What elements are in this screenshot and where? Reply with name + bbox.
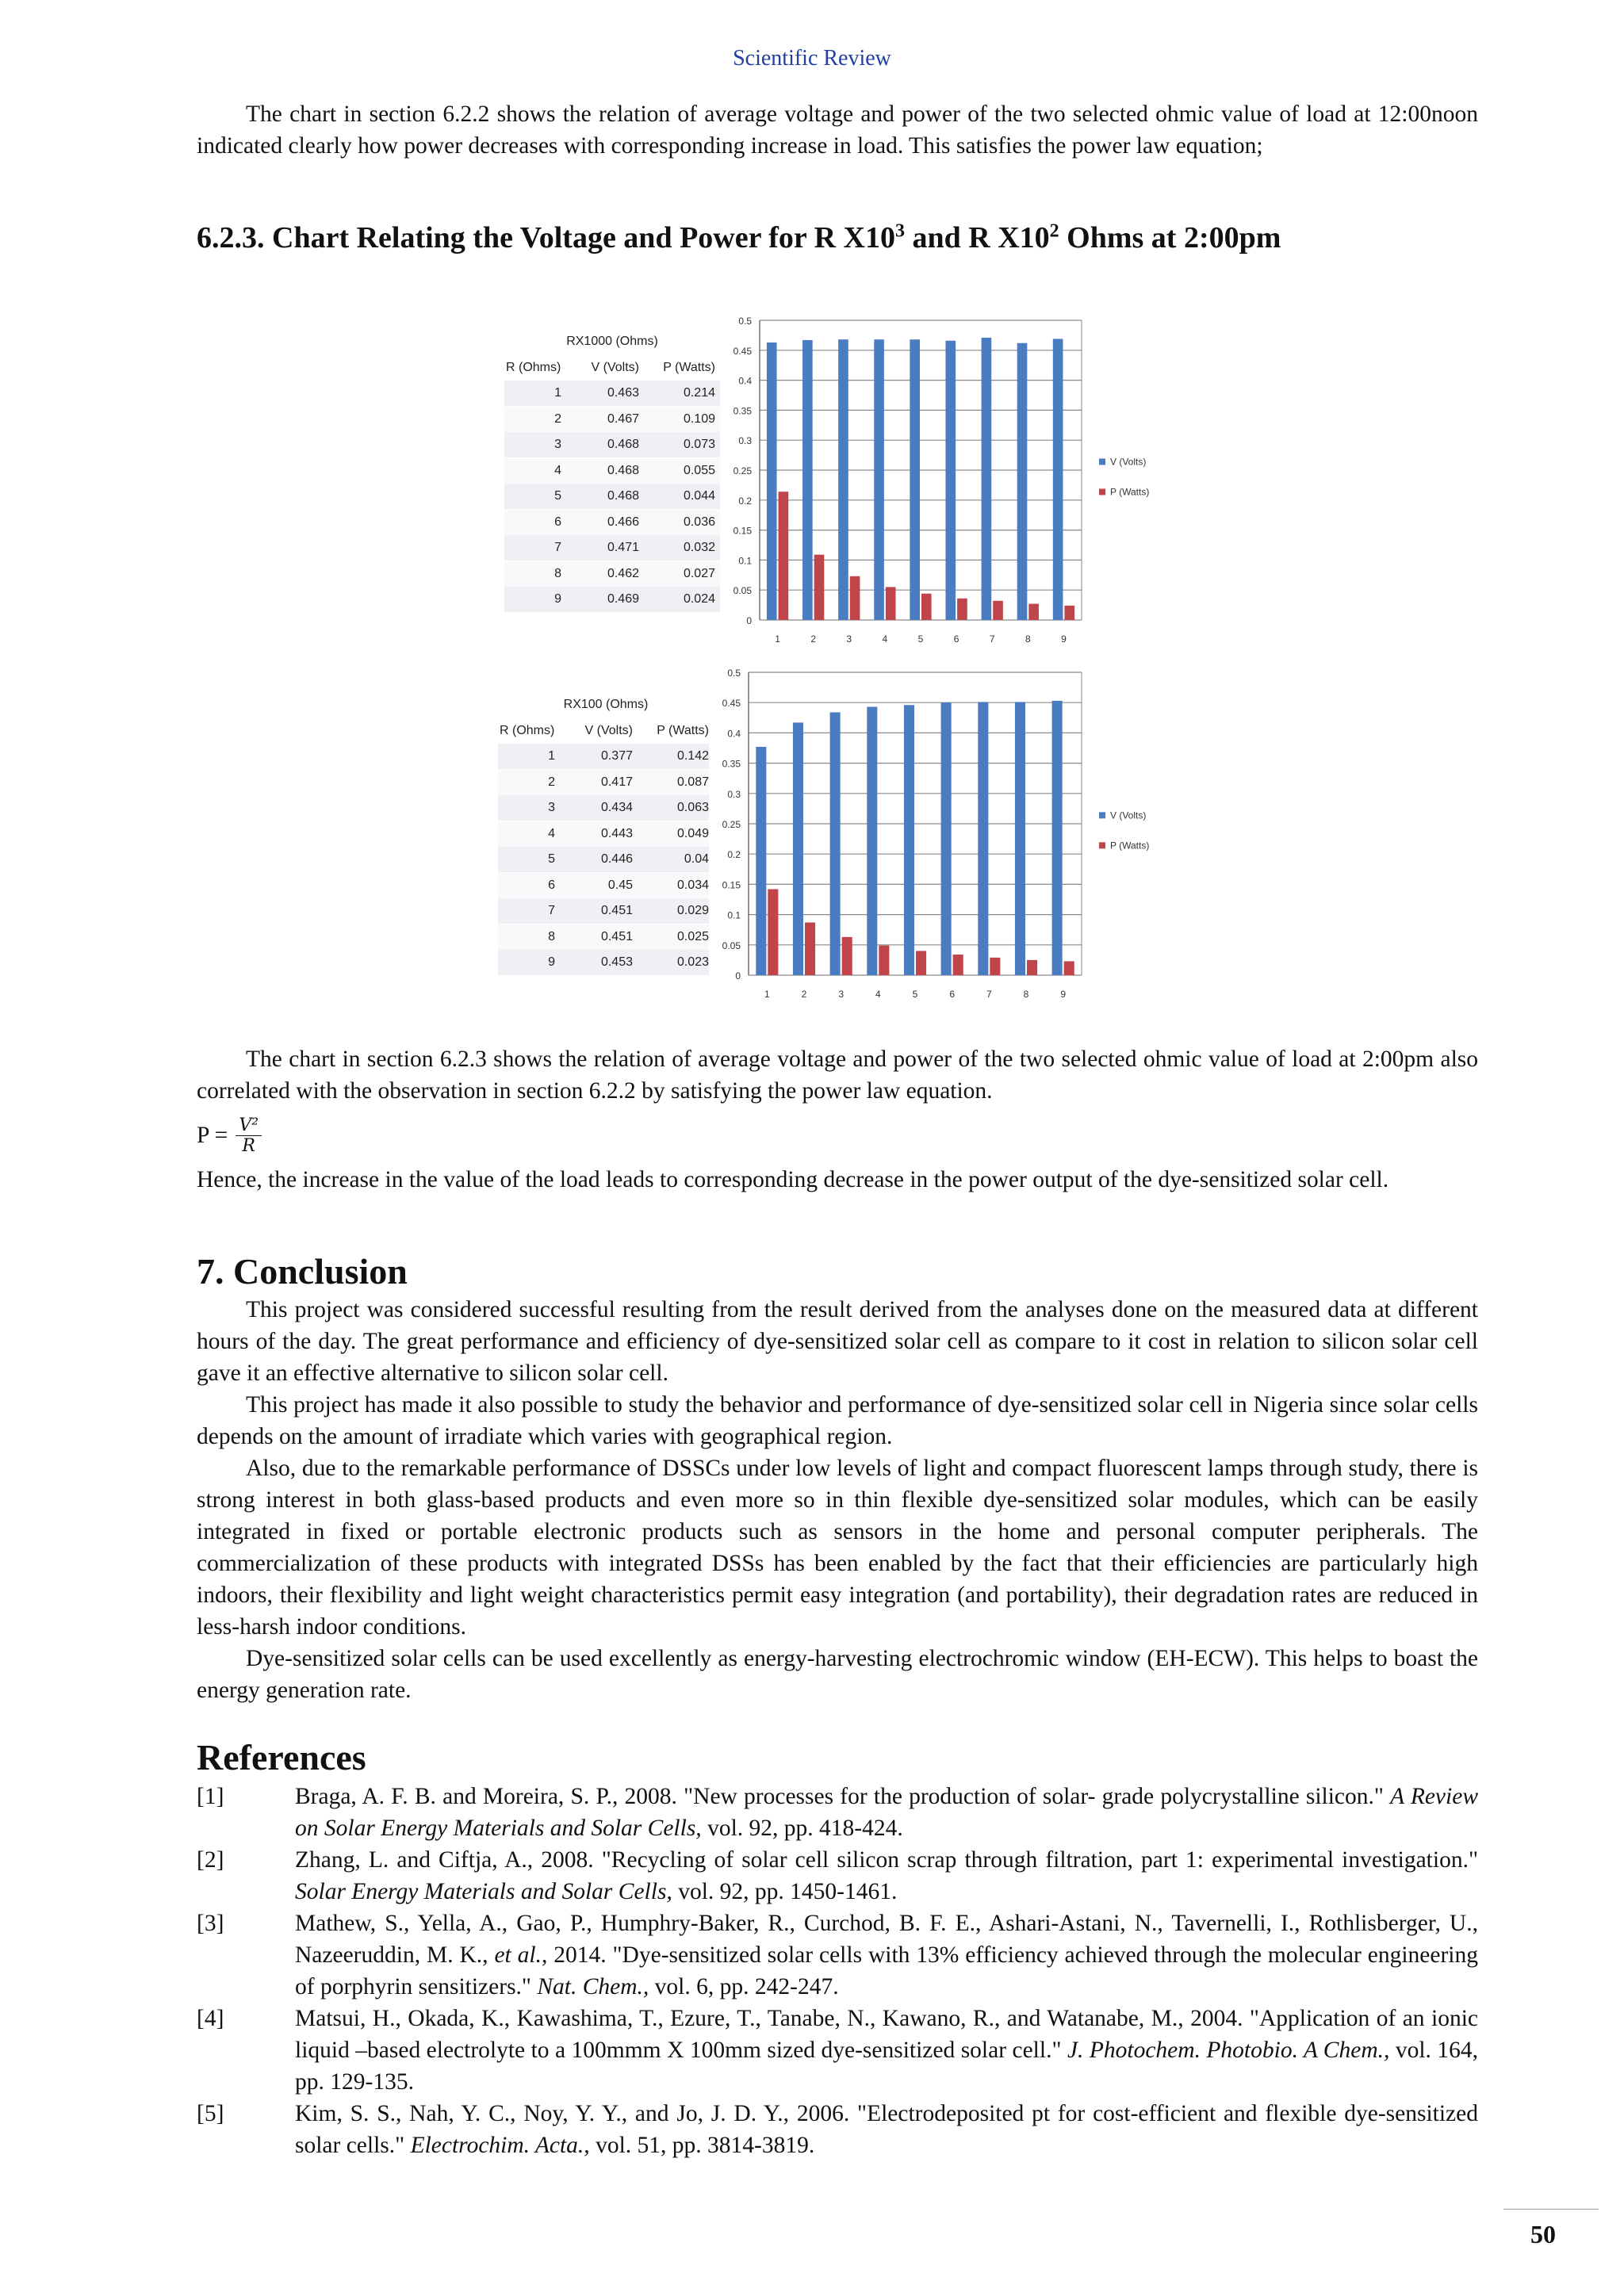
x-tick-label: 9: [1060, 989, 1067, 1000]
x-tick-label: 1: [775, 633, 780, 645]
table-header-r: R (Ohms): [500, 724, 555, 737]
reference-item: [197, 1908, 1478, 2003]
reference-journal: J. Photochem. Photobio. A Chem.,: [1067, 2038, 1390, 2063]
table-header-r: R (Ohms): [506, 361, 561, 374]
reference-number: [3]: [197, 1911, 224, 1936]
bar-voltage: [802, 340, 813, 620]
y-tick-label: 0.4: [738, 375, 752, 387]
table-cell-v: 0.469: [607, 592, 639, 606]
reference-text: Zhang, L. and Ciftja, A., 2008. "Recycling of solar cell silicon scrap through filtration, part 1: experimental investigation.": [295, 1847, 1478, 1873]
table-header-v: V (Volts): [584, 724, 633, 737]
table-cell-p: 0.049: [676, 826, 709, 840]
bar-voltage: [838, 339, 848, 620]
legend-swatch: [1099, 458, 1105, 465]
bar-voltage: [945, 341, 956, 620]
page-number: 50: [1530, 2220, 1556, 2248]
x-tick-label: 6: [953, 633, 959, 645]
y-tick-label: 0.35: [722, 758, 741, 770]
y-tick-label: 0.2: [727, 849, 741, 861]
bar-power: [990, 958, 1000, 975]
bar-power: [921, 594, 932, 620]
bar-voltage: [830, 712, 841, 975]
section-title: [197, 220, 1478, 255]
reference-item: [197, 2003, 1478, 2098]
y-tick-label: 0.5: [738, 316, 752, 327]
bar-power: [1028, 604, 1039, 620]
bar-power: [842, 937, 852, 975]
bar-voltage: [756, 747, 766, 975]
bar-voltage: [874, 339, 884, 620]
legend-swatch: [1099, 842, 1105, 848]
y-tick-label: 0.3: [727, 788, 741, 800]
chart-rx1000: [504, 311, 1170, 660]
chart-svg-rx1000: [504, 311, 1170, 660]
section-6-2-3-heading: [197, 220, 1478, 255]
table-cell-p: 0.063: [676, 801, 709, 814]
table-cell-r: 4: [554, 463, 561, 477]
formula-fraction: [236, 1115, 262, 1156]
table-header-v: V (Volts): [591, 361, 639, 374]
intro-paragraph: The chart in section 6.2.2 shows the relation of average voltage and power of the two selected ohmic value of load at 12:00noon indicated clearly how power decreases with corresponding increase in load. This satisfies the power law equation;: [197, 101, 1478, 159]
x-tick-label: 5: [912, 989, 918, 1000]
bar-power: [779, 492, 789, 620]
bar-power: [953, 955, 963, 975]
x-tick-label: 5: [917, 633, 924, 645]
x-tick-label: 1: [764, 989, 770, 1000]
table-cell-r: 8: [548, 929, 555, 943]
y-tick-label: 0.5: [727, 668, 741, 679]
bar-voltage: [904, 705, 914, 975]
table-cell-p: 0.055: [683, 463, 715, 477]
x-tick-label: 3: [846, 633, 852, 645]
references-title: References: [197, 1737, 366, 1777]
table-cell-v: 0.468: [607, 489, 639, 503]
table-cell-r: 8: [554, 566, 561, 580]
reference-number: [2]: [197, 1847, 224, 1873]
legend-label: P (Watts): [1110, 486, 1150, 498]
table-cell-r: 4: [548, 826, 555, 840]
table-cell-r: 7: [548, 904, 555, 917]
y-tick-label: 0.15: [722, 879, 741, 891]
table-cell-p: 0.024: [683, 592, 715, 606]
x-tick-label: 8: [1023, 989, 1029, 1000]
reference-number: [5]: [197, 2101, 224, 2126]
table-cell-p: 0.109: [683, 411, 715, 426]
hence-paragraph: Hence, the increase in the value of the load leads to corresponding decrease in the power output of the dye-sensitized solar cell.: [197, 1167, 1389, 1192]
legend-label: V (Volts): [1110, 456, 1147, 468]
legend-swatch: [1099, 488, 1105, 495]
x-tick-label: 2: [801, 989, 807, 1000]
table-cell-v: 0.463: [607, 386, 639, 400]
x-tick-label: 4: [882, 633, 888, 645]
after-chart-paragraph: The chart in section 6.2.3 shows the relation of average voltage and power of the two selected ohmic value of load at 2:00pm also correlated with the observation in section 6.2.2 by satisfying the power law equation.: [197, 1047, 1478, 1104]
section-title-suffix: Ohms at 2:00pm: [1059, 221, 1281, 254]
chart-svg-rx100: [498, 664, 1170, 1013]
section-title-sup2: 2: [1049, 220, 1059, 242]
section-title-prefix: 6.2.3. Chart Relating the Voltage and Power for R X10: [197, 221, 895, 254]
bar-voltage: [982, 338, 992, 620]
bar-power: [1064, 606, 1074, 620]
x-tick-label: 9: [1061, 633, 1067, 645]
y-tick-label: 0.25: [722, 819, 741, 830]
reference-text: Kim, S. S., Nah, Y. C., Noy, Y. Y., and Jo, J. D. Y., 2006. "Electrodeposited pt for cost-efficient and flexible dye-sensitized solar cells.": [295, 2101, 1478, 2158]
bar-voltage: [941, 702, 952, 975]
bar-power: [850, 576, 860, 620]
table-cell-p: 0.036: [683, 515, 715, 529]
formula-numerator: V²: [236, 1115, 262, 1136]
table-cell-v: 0.443: [600, 826, 633, 840]
table-cell-v: 0.471: [607, 541, 639, 554]
bar-voltage: [1052, 701, 1063, 975]
conclusion-paragraph-2: This project has made it also possible to study the behavior and performance of dye-sensitized solar cell in Nigeria since solar cells depends on the amount of irradiate which varies with geographical region.: [197, 1392, 1478, 1449]
table-cell-p: 0.044: [683, 489, 715, 503]
legend-swatch: [1099, 812, 1105, 818]
reference-tail: vol. 92, pp. 1450-1461.: [672, 1879, 898, 1904]
reference-item: [197, 1781, 1478, 1844]
table-cell-p: 0.073: [683, 438, 715, 451]
reference-tail: vol. 6, pp. 242-247.: [649, 1974, 839, 1999]
bar-voltage: [1053, 339, 1063, 620]
table-cell-p: 0.034: [676, 878, 709, 892]
reference-journal: Nat. Chem.,: [537, 1974, 649, 1999]
bar-power: [886, 587, 896, 620]
reference-text: Matsui, H., Okada, K., Kawashima, T., Ezure, T., Tanabe, N., Kawano, R., and Watanabe, M., 2004. "Application of an ionic liquid –based electrolyte to a 100mmm X 100mm sized dye-sensitized solar cell.": [295, 2006, 1478, 2063]
reference-journal: Solar Energy Materials and Solar Cells,: [295, 1879, 672, 1904]
x-tick-label: 6: [949, 989, 956, 1000]
bar-power: [805, 923, 815, 975]
table-cell-p: 0.142: [676, 749, 709, 763]
bar-power: [1027, 960, 1037, 975]
reference-tail: vol. 51, pp. 3814-3819.: [589, 2133, 815, 2158]
intro-paragraph-block: [197, 98, 1478, 162]
legend-label: P (Watts): [1110, 840, 1150, 851]
conclusion-section: [197, 1249, 1478, 1706]
bar-voltage: [910, 339, 920, 620]
x-tick-label: 7: [986, 989, 992, 1000]
table-cell-v: 0.468: [607, 438, 639, 451]
reference-number: [4]: [197, 2006, 224, 2031]
table-cell-r: 9: [554, 592, 561, 606]
table-cell-r: 7: [554, 541, 561, 554]
table-header-p: P (Watts): [657, 724, 709, 737]
bar-voltage: [867, 707, 877, 975]
journal-header: Scientific Review: [733, 46, 891, 71]
table-cell-p: 0.214: [683, 386, 715, 400]
table-cell-v: 0.453: [600, 955, 633, 969]
reference-journal: Electrochim. Acta.,: [410, 2133, 590, 2158]
y-tick-label: 0.1: [738, 555, 752, 567]
table-cell-p: 0.023: [676, 955, 709, 969]
table-cell-p: 0.04: [684, 852, 709, 866]
references-section: [197, 1735, 1478, 2161]
table-cell-r: 6: [554, 515, 561, 529]
table-cell-v: 0.468: [607, 463, 639, 477]
section-title-mid: and R X10: [905, 221, 1050, 254]
table-cell-p: 0.087: [676, 775, 709, 789]
table-cell-r: 1: [548, 749, 555, 763]
reference-tail: vol. 92, pp. 418-424.: [701, 1816, 903, 1841]
bar-voltage: [1017, 343, 1028, 620]
table-cell-r: 6: [548, 878, 555, 892]
bar-power: [916, 951, 926, 975]
table-title: RX100 (Ohms): [563, 698, 649, 711]
table-cell-r: 9: [548, 955, 555, 969]
y-tick-label: 0.45: [733, 345, 752, 357]
table-cell-v: 0.451: [600, 904, 633, 917]
bar-power: [1064, 961, 1074, 975]
table-cell-p: 0.027: [683, 566, 715, 580]
table-cell-p: 0.032: [683, 541, 715, 554]
reference-etal: et al.: [494, 1942, 542, 1968]
conclusion-paragraph-4: Dye-sensitized solar cells can be used excellently as energy-harvesting electrochromic window (EH-ECW). This helps to boast the energy generation rate.: [197, 1646, 1478, 1703]
y-tick-label: 0.1: [727, 909, 741, 921]
table-cell-r: 3: [548, 801, 555, 814]
y-tick-label: 0.45: [722, 698, 741, 710]
legend-label: V (Volts): [1110, 809, 1147, 821]
y-tick-label: 0.15: [733, 525, 752, 537]
table-cell-p: 0.029: [676, 904, 709, 917]
chart-panel: [720, 311, 1224, 658]
y-tick-label: 0.05: [733, 585, 752, 597]
x-tick-label: 4: [875, 989, 881, 1000]
table-cell-v: 0.462: [607, 566, 639, 580]
y-tick-label: 0: [746, 615, 752, 626]
power-formula: [197, 1107, 1478, 1164]
table-cell-v: 0.377: [600, 749, 633, 763]
footer-rule: [1503, 2209, 1599, 2210]
reference-item: [197, 2098, 1478, 2161]
bar-voltage: [767, 342, 777, 620]
y-tick-label: 0.3: [738, 435, 752, 447]
reference-text: Mathew, S., Yella, A., Gao, P., Humphry-Baker, R., Curchod, B. F. E., Ashari-Astani, N., Tavernelli, I., Rothlisberger, U., Nazeeruddin, M. K.,: [295, 1911, 1478, 1968]
conclusion-paragraph-1: This project was considered successful resulting from the result derived from the analyses done on the measured data at different hours of the day. The great performance and efficiency of dye-sensitized solar cell as compare to it cost in relation to silicon solar cell gave it an effective alternative to silicon solar cell.: [197, 1297, 1478, 1386]
y-tick-label: 0: [735, 970, 741, 982]
bar-voltage: [978, 702, 988, 975]
after-chart-block: [197, 1043, 1478, 1196]
bar-voltage: [793, 722, 803, 975]
table-cell-r: 2: [554, 411, 561, 426]
chart-panel: [709, 663, 1224, 1013]
x-tick-label: 3: [838, 989, 845, 1000]
reference-number: [1]: [197, 1784, 224, 1809]
table-header-p: P (Watts): [663, 361, 715, 374]
conclusion-title: 7. Conclusion: [197, 1251, 408, 1292]
table-cell-p: 0.025: [676, 929, 709, 943]
table-cell-v: 0.45: [607, 878, 633, 892]
formula-lhs: P =: [197, 1122, 228, 1148]
reference-tail: vol. 164, pp. 129-135.: [295, 2038, 1478, 2095]
reference-journal: A Review on Solar Energy Materials and Solar Cells,: [295, 1784, 1478, 1841]
y-tick-label: 0.05: [722, 939, 741, 951]
chart-rx100: [498, 664, 1170, 1013]
conclusion-paragraph-3: Also, due to the remarkable performance of DSSCs under low levels of light and compact fluorescent lamps through study, there is strong interest in both glass-based products and even more so in thin flexible dye-sensitized solar modules, which can be easily integrated in fixed or portable electronic products such as sensors in the home and personal computer peripherals. The commercialization of these products with integrated DSSs has been enabled by the fact that their efficiencies are particularly high indoors, their flexibility and light weight characteristics permit easy integration (and portability), their degradation rates are reduced in less-harsh indoor conditions.: [197, 1456, 1478, 1640]
formula-denominator: R: [242, 1135, 255, 1156]
reference-text: Braga, A. F. B. and Moreira, S. P., 2008. "New processes for the production of solar- grade polycrystalline silicon.": [295, 1784, 1391, 1809]
y-tick-label: 0.25: [733, 465, 752, 476]
table-cell-v: 0.446: [600, 852, 633, 866]
bar-power: [768, 890, 778, 975]
table-cell-v: 0.417: [600, 775, 633, 789]
bar-power: [879, 946, 889, 975]
bar-power: [993, 601, 1003, 620]
table-cell-v: 0.466: [607, 515, 639, 529]
section-title-sup1: 3: [895, 220, 905, 242]
table-cell-r: 2: [548, 775, 555, 789]
reference-text-2: , 2014. "Dye-sensitized solar cells with 13% efficiency achieved through the molecular engineering of porphyrin sensitizers.": [295, 1942, 1478, 1999]
table-title: RX1000 (Ohms): [566, 335, 658, 348]
table-cell-r: 5: [548, 852, 555, 866]
x-tick-label: 2: [810, 633, 817, 645]
table-cell-r: 1: [554, 386, 561, 400]
table-cell-v: 0.451: [600, 929, 633, 943]
y-tick-label: 0.4: [727, 728, 741, 740]
bar-power: [814, 555, 825, 620]
table-cell-r: 3: [554, 438, 561, 451]
y-tick-label: 0.35: [733, 405, 752, 417]
reference-item: [197, 1844, 1478, 1908]
table-cell-v: 0.467: [607, 411, 639, 426]
x-tick-label: 7: [989, 633, 995, 645]
table-cell-r: 5: [554, 489, 561, 503]
table-cell-v: 0.434: [600, 801, 633, 814]
bar-power: [957, 599, 967, 620]
x-tick-label: 8: [1025, 633, 1031, 645]
y-tick-label: 0.2: [738, 495, 752, 507]
bar-voltage: [1015, 702, 1025, 975]
